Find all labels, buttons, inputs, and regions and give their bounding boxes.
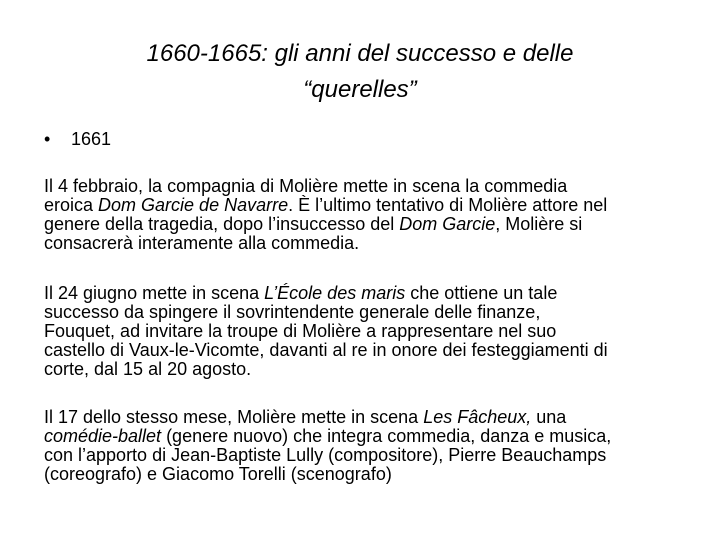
- text-run: Fouquet, ad invitare la troupe di Molière a rappresentare nel suo: [44, 321, 557, 341]
- text-run: Il 4 febbraio, la compagnia di Molière mette in scena la commedia: [44, 176, 568, 196]
- paragraph-line: [44, 360, 684, 379]
- work-title: Dom Garcie: [399, 214, 496, 234]
- work-title: Les Fâcheux,: [423, 407, 532, 427]
- work-title: L’École des maris: [264, 283, 406, 303]
- title-line-1: 1660-1665: gli anni del successo e delle: [146, 40, 574, 67]
- text-run: eroica: [44, 195, 99, 215]
- text-run: successo da spingere il sovrintendente generale delle finanze,: [44, 302, 541, 322]
- text-run: . È l’ultimo tentativo di Molière attore nel: [288, 195, 608, 215]
- genre-term: comédie-ballet: [44, 426, 162, 446]
- paragraph-line: [44, 322, 684, 341]
- paragraph-line: [44, 196, 684, 215]
- paragraph-line: [44, 215, 684, 234]
- text-run: , Molière si: [495, 214, 583, 234]
- paragraph-line: [44, 234, 684, 253]
- text-run: (coreografo) e Giacomo Torelli (scenografo): [44, 464, 392, 484]
- paragraph-3: [44, 408, 684, 484]
- text-run: (genere nuovo) che integra commedia, danza e musica,: [161, 426, 612, 446]
- paragraph-line: [44, 284, 684, 303]
- text-run: castello di Vaux-le-Vicomte, davanti al re in onore dei festeggiamenti di: [44, 340, 608, 360]
- paragraph-line: [44, 177, 684, 196]
- text-run: una: [531, 407, 567, 427]
- text-run: genere della tragedia, dopo l’insuccesso del: [44, 214, 400, 234]
- slide-title: [60, 36, 660, 108]
- paragraph-line: [44, 303, 684, 322]
- bullet-item: [44, 128, 111, 150]
- paragraph-2: [44, 284, 684, 379]
- paragraph-line: [44, 427, 684, 446]
- bullet-text: 1661: [71, 129, 112, 149]
- bullet-marker: •: [44, 129, 51, 149]
- text-run: consacrerà interamente alla commedia.: [44, 233, 360, 253]
- text-run: corte, dal 15 al 20 agosto.: [44, 359, 252, 379]
- paragraph-line: [44, 446, 684, 465]
- text-run: Il 24 giugno mette in scena: [44, 283, 265, 303]
- text-run: che ottiene un tale: [405, 283, 558, 303]
- paragraph-line: [44, 408, 684, 427]
- text-run: con l’apporto di Jean-Baptiste Lully (compositore), Pierre Beauchamps: [44, 445, 607, 465]
- text-run: Il 17 dello stesso mese, Molière mette in scena: [44, 407, 424, 427]
- title-line-2: “querelles”: [303, 76, 417, 103]
- work-title: Dom Garcie de Navarre: [98, 195, 289, 215]
- paragraph-line: [44, 465, 684, 484]
- paragraph-1: [44, 177, 684, 253]
- paragraph-line: [44, 341, 684, 360]
